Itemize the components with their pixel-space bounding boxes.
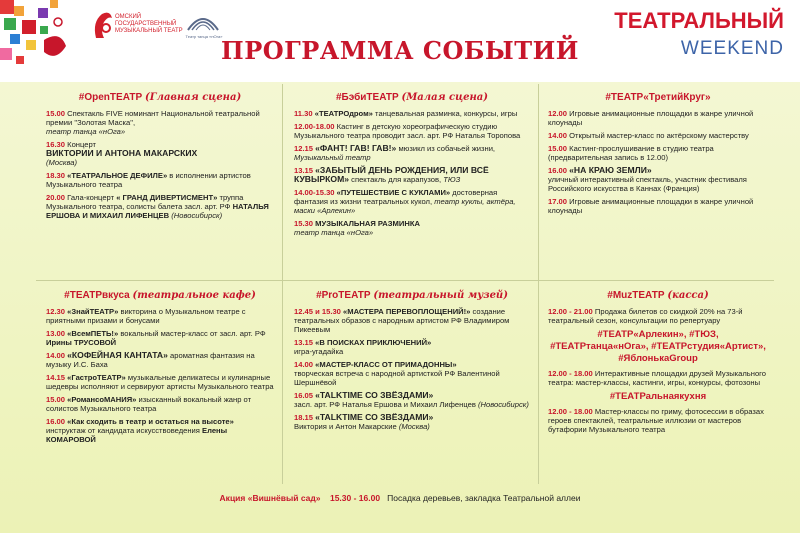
list-item: 16.00 «НА КРАЮ ЗЕМЛИ» уличный интерактивный спектакль, участник фестиваля Российского искусства в Каннах (Франция) xyxy=(548,165,747,193)
section-heading: #ТЕАТРвкуса (театральное кафе) xyxy=(64,290,256,301)
list-item: 14.15 «ГастроТЕАТР» музыкальные деликатесы и кулинарные шедевры исполняют и сервируют артисты Музыкального театра xyxy=(46,373,274,391)
section-subheading: #ТЕАТР«Арлекин», #ТЮЗ, #ТЕАТРтанца«нОга», #ТЕАТРстудия«Артист», #ЯблонькаGroup xyxy=(550,329,766,364)
list-item: 12.00 Игровые анимационные площадки в жанре уличной клоунады xyxy=(548,109,754,127)
footer-promo xyxy=(0,493,800,503)
list-item: 15.00 «РомансоМАНИЯ» изысканный вокальный жанр от солистов Музыкального театра xyxy=(46,395,252,413)
section-baby-theatre xyxy=(294,92,530,241)
brand-subtitle: WEEKEND xyxy=(680,38,784,59)
list-item: 16.30 Концерт ВИКТОРИИ И АНТОНА МАКАРСКИХ (Москва) xyxy=(46,140,198,167)
list-item: 12.45 и 15.30 «МАСТЕРА ПЕРЕВОПЛОЩЕНИЙ!» создание театральных образов с народным артистом РФ Владимиром Пикеевым xyxy=(294,307,510,334)
brand-title: ТЕАТРАЛЬНЫЙ xyxy=(614,8,784,33)
section-taste-theatre xyxy=(46,290,274,448)
page-title: ПРОГРАММА СОБЫТИЙ xyxy=(221,36,579,65)
section-heading: #OpenТЕАТР (Главная сцена) xyxy=(78,92,242,103)
section-muz-theatre xyxy=(548,290,768,438)
footer-time: 15.30 - 16.00 xyxy=(329,493,381,503)
list-item: 16.00 «Как сходить в театр и остаться на высоте» инструктаж от кандидата искусствоведения Елены КОМАРОВОЙ xyxy=(46,417,234,444)
theatre-logo-text: ОМСКИЙ ГОСУДАРСТВЕННЫЙ МУЗЫКАЛЬНЫЙ ТЕАТР xyxy=(115,14,183,34)
list-item: 12.15 «ФАНТ! ГАВ! ГАВ!» мюзикл из собачьей жизни, Музыкальный театр xyxy=(294,143,496,162)
footer-text: Посадка деревьев, закладка Театральной аллеи xyxy=(387,493,581,503)
list-item: 12.00 - 21.00 Продажа билетов со скидкой 20% на 73-й театральный сезон, консультации по репертуару xyxy=(548,307,743,325)
grid-divider-vertical xyxy=(538,84,539,484)
list-item: 20.00 Гала-концерт « ГРАНД ДИВЕРТИСМЕНТ» труппа Музыкального театра, солисты балета засл. арт. РФ НАТАЛЬЯ ЕРШОВА И МИХАИЛ ЛИФЕНЦЕВ (Новосибирск) xyxy=(46,193,269,220)
list-item: 12.00 - 18.00 Интерактивные площадки друзей Музыкального театра: мастер-классы, кастинги, игры, конкурсы, фотозоны xyxy=(548,369,767,387)
list-item: 14.00 «МАСТЕР-КЛАСС ОТ ПРИМАДОННЫ» творческая встреча с народной артисткой РФ Валентиной Шершнёвой xyxy=(294,360,500,387)
list-item: 12.00 - 18.00 Мастер-классы по гриму, фотосессии в образах героев спектаклей, театральные иллюзии от мастеров бутафории Музыкального театра xyxy=(548,407,764,434)
dance-theatre-logo-text: Театр танца «нОга» xyxy=(185,34,223,39)
section-heading: #ТЕАТР«ТретийКруг» xyxy=(605,92,711,103)
section-heading: #БэбиТЕАТР (Малая сцена) xyxy=(335,92,489,103)
list-item: 13.15 «В ПОИСКАХ ПРИКЛЮЧЕНИЙ» игра-угадайка xyxy=(294,338,432,356)
grid-divider-horizontal xyxy=(36,280,774,281)
list-item: 14.00 Открытый мастер-класс по актёрскому мастерству xyxy=(548,131,749,140)
footer-label: Акция «Вишнёвый сад» xyxy=(219,493,321,503)
section-subheading: #ТЕАТРальнаякухня xyxy=(609,391,707,402)
list-item: 13.00 «ВсемПЕТЬ!» вокальный мастер-класс от засл. арт. РФ Ирины ТРУСОВОЙ xyxy=(46,329,266,347)
list-item: 15.00 Спектакль FIVE номинант Национальной театральной премии "Золотая Маска", театр танца «нОга» xyxy=(46,109,260,136)
list-item: 16.05 «TALKTIME СО ЗВЁЗДАМИ» засл. арт. РФ Наталья Ершова и Михаил Лифенцев (Новосибирск) xyxy=(294,390,529,409)
grid-divider-vertical xyxy=(282,84,283,484)
list-item: 13.15 «ЗАБЫТЫЙ ДЕНЬ РОЖДЕНИЯ, ИЛИ ВСЁ КУВЫРКОМ» спектакль для карапузов, ТЮЗ xyxy=(294,165,489,184)
section-third-circle xyxy=(548,92,768,219)
section-pro-theatre xyxy=(294,290,530,435)
list-item: 11.30 «ТЕАТРОдром» танцевальная разминка, конкурсы, игры xyxy=(294,109,518,118)
list-item: 14.00 «КОФЕЙНАЯ КАНТАТА» ароматная фантазия на музыку И.С. Баха xyxy=(46,350,255,369)
list-item: 17.00 Игровые анимационные площадки в жанре уличной клоунады xyxy=(548,197,754,215)
section-heading: #MuzТЕАТР (касса) xyxy=(607,290,709,301)
section-heading: #ProТЕАТР (театральный музей) xyxy=(316,290,508,301)
list-item: 15.00 Кастинг-прослушивание в студию театра (предварительная запись в 12.00) xyxy=(548,144,714,162)
section-open-theatre xyxy=(46,92,274,224)
list-item: 12.00-18.00 Кастинг в детскую хореографическую студию Музыкального театра проводит засл. арт. РФ Наталья Торопова xyxy=(294,122,521,140)
list-item: 12.30 «ЗнайТЕАТР» викторина о Музыкальном театре с приятными призами и бонусами xyxy=(46,307,246,325)
list-item: 15.30 МУЗЫКАЛЬНАЯ РАЗМИНКА театр танца «нОга» xyxy=(294,219,420,237)
list-item: 18.15 «TALKTIME СО ЗВЁЗДАМИ» Виктория и Антон Макарские (Москва) xyxy=(294,412,434,431)
list-item: 18.30 «ТЕАТРАЛЬНОЕ ДЕФИЛЕ» в исполнении артистов Музыкального театра xyxy=(46,171,251,189)
list-item: 14.00-15.30 «ПУТЕШЕСТВИЕ С КУКЛАМИ» достоверная фантазия из жизни театральных кукол, театр куклы, актёра, маски «Арлекин» xyxy=(294,188,516,215)
